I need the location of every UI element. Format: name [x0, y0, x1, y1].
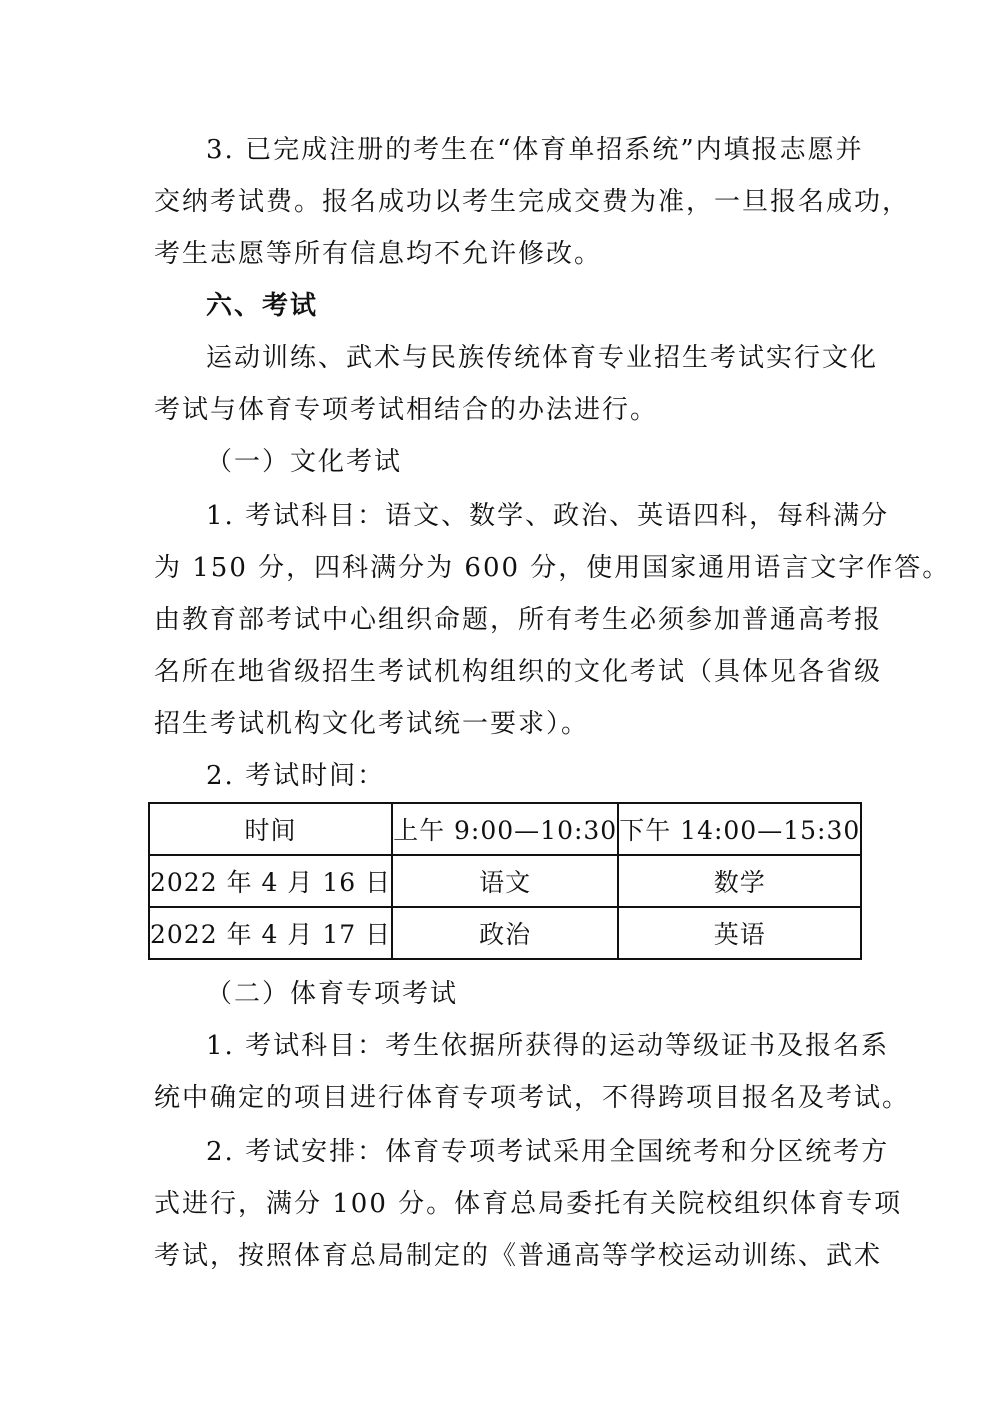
- paragraph-subjects-line-4: 名所在地省级招生考试机构组织的文化考试（具体见各省级: [154, 657, 883, 687]
- subheading-sports-exam: （二）体育专项考试: [206, 979, 459, 1009]
- paragraph-arrangement-line-1: 2. 考试安排：体育专项考试采用全国统考和分区统考方: [206, 1137, 890, 1167]
- table-row: [149, 855, 861, 907]
- paragraph-sports-subjects-line-1: 1. 考试科目：考生依据所获得的运动等级证书及报名系: [206, 1031, 890, 1061]
- table-cell-morning-subject: 政治: [392, 907, 618, 959]
- paragraph-exam-intro-line-2: 考试与体育专项考试相结合的办法进行。: [154, 395, 659, 425]
- table-cell-afternoon-subject: 英语: [618, 907, 861, 959]
- section-heading-exam: 六、考试: [206, 291, 319, 321]
- table-cell-date: 2022 年 4 月 17 日: [149, 907, 392, 959]
- paragraph-subjects-line-1: 1. 考试科目：语文、数学、政治、英语四科，每科满分: [206, 501, 890, 531]
- paragraph-registration-line-1: 3. 已完成注册的考生在“体育单招系统”内填报志愿并: [206, 135, 864, 165]
- table-row: [149, 907, 861, 959]
- header-cell-afternoon: 下午 14:00—15:30: [618, 803, 861, 855]
- table-cell-afternoon-subject: 数学: [618, 855, 861, 907]
- paragraph-registration-line-2: 交纳考试费。报名成功以考生完成交费为准，一旦报名成功，: [154, 187, 911, 217]
- paragraph-subjects-line-2: 为 150 分，四科满分为 600 分，使用国家通用语言文字作答。: [154, 553, 951, 583]
- header-cell-morning: 上午 9:00—10:30: [392, 803, 618, 855]
- paragraph-sports-subjects-line-2: 统中确定的项目进行体育专项考试，不得跨项目报名及考试。: [154, 1083, 911, 1113]
- paragraph-arrangement-line-3: 考试，按照体育总局制定的《普通高等学校运动训练、武术: [154, 1241, 883, 1271]
- paragraph-exam-time-label: 2. 考试时间：: [206, 761, 386, 791]
- paragraph-subjects-line-5: 招生考试机构文化考试统一要求）。: [154, 709, 590, 739]
- paragraph-subjects-line-3: 由教育部考试中心组织命题，所有考生必须参加普通高考报: [154, 605, 883, 635]
- table-header-row: [149, 803, 861, 855]
- paragraph-arrangement-line-2: 式进行，满分 100 分。体育总局委托有关院校组织体育专项: [154, 1189, 903, 1219]
- subheading-culture-exam: （一）文化考试: [206, 447, 403, 477]
- paragraph-registration-line-3: 考生志愿等所有信息均不允许修改。: [154, 239, 603, 269]
- header-cell-time: 时间: [149, 803, 392, 855]
- paragraph-exam-intro-line-1: 运动训练、武术与民族传统体育专业招生考试实行文化: [206, 343, 879, 373]
- table-cell-date: 2022 年 4 月 16 日: [149, 855, 392, 907]
- table-cell-morning-subject: 语文: [392, 855, 618, 907]
- exam-schedule-table: [148, 802, 862, 960]
